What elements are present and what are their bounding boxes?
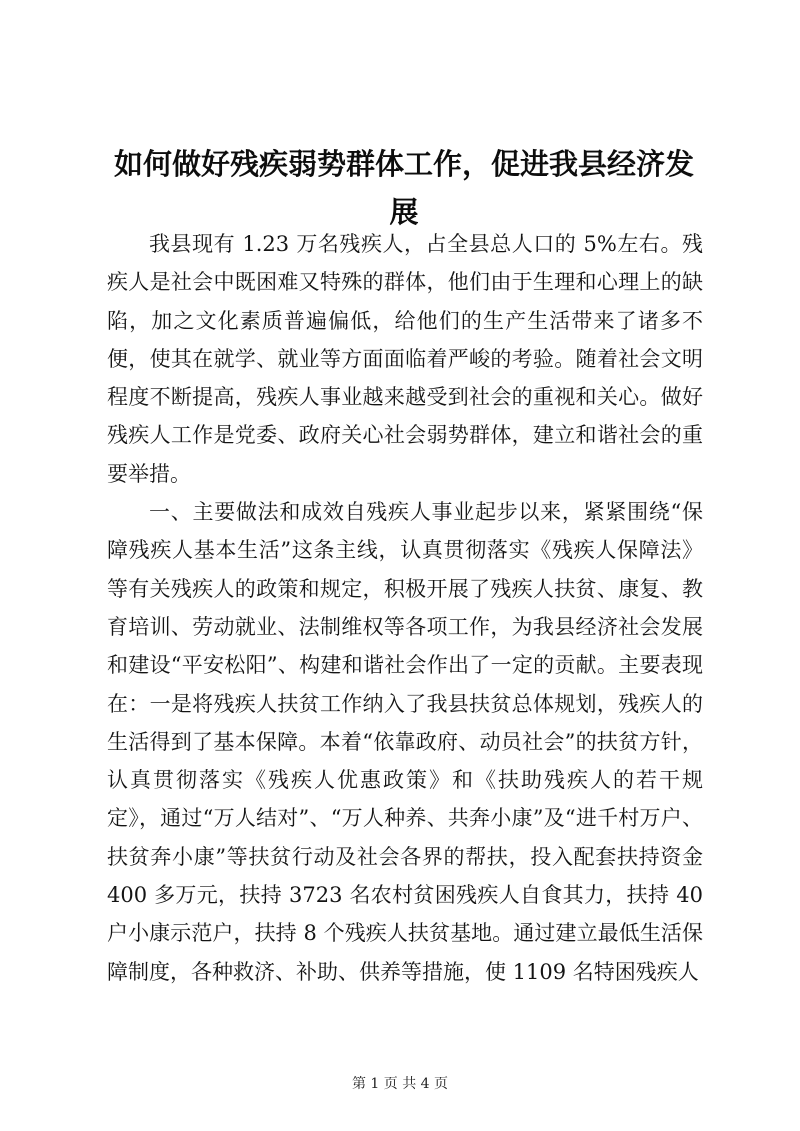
document-title: 如何做好残疾弱势群体工作，促进我县经济发展 <box>113 147 694 229</box>
paragraph-section-one: 一、主要做法和成效自残疾人事业起步以来，紧紧围绕“保障残疾人基本生活”这条主线，认真贯彻落实《残疾人保障法》等有关残疾人的政策和规定，积极开展了残疾人扶贫、康复、教育培训、劳动就业、法制维权等各项工作，为我县经济社会发展和建设“平安松阳”、构建和谐社会作出了一定的贡献。主要表现在：一是将残疾人扶贫工作纳入了我县扶贫总体规划，残疾人的生活得到了基本保障。本着“依靠政府、动员社会”的扶贫方针，认真贯彻落实《残疾人优惠政策》和《扶助残疾人的若干规定》，通过“万人结对”、“万人种养、共奔小康”及“进千村万户、扶贫奔小康”等扶贫行动及社会各界的帮扶，投入配套扶持资金 400 多万元，扶持 3723 名农村贫困残疾人自食其力，扶持 40 户小康示范户，扶持 8 个残疾人扶贫基地。通过建立最低生活保障制度，各种救济、补助、供养等措施，使 1109 名特困残疾人 <box>107 500 703 984</box>
paragraph-intro: 我县现有 1.23 万名残疾人，占全县总人口的 5%左右。残疾人是社会中既困难又特殊的群体，他们由于生理和心理上的缺陷，加之文化素质普遍偏低，给他们的生产生活带来了诸多不便，使其在就学、就业等方面面临着严峻的考验。随着社会文明程度不断提高，残疾人事业越来越受到社会的重视和关心。做好残疾人工作是党委、政府关心社会弱势群体，建立和谐社会的重要举措。 <box>107 232 703 486</box>
page-footer: 第 1 页 共 4 页 <box>351 1076 449 1092</box>
document-body <box>107 225 703 991</box>
